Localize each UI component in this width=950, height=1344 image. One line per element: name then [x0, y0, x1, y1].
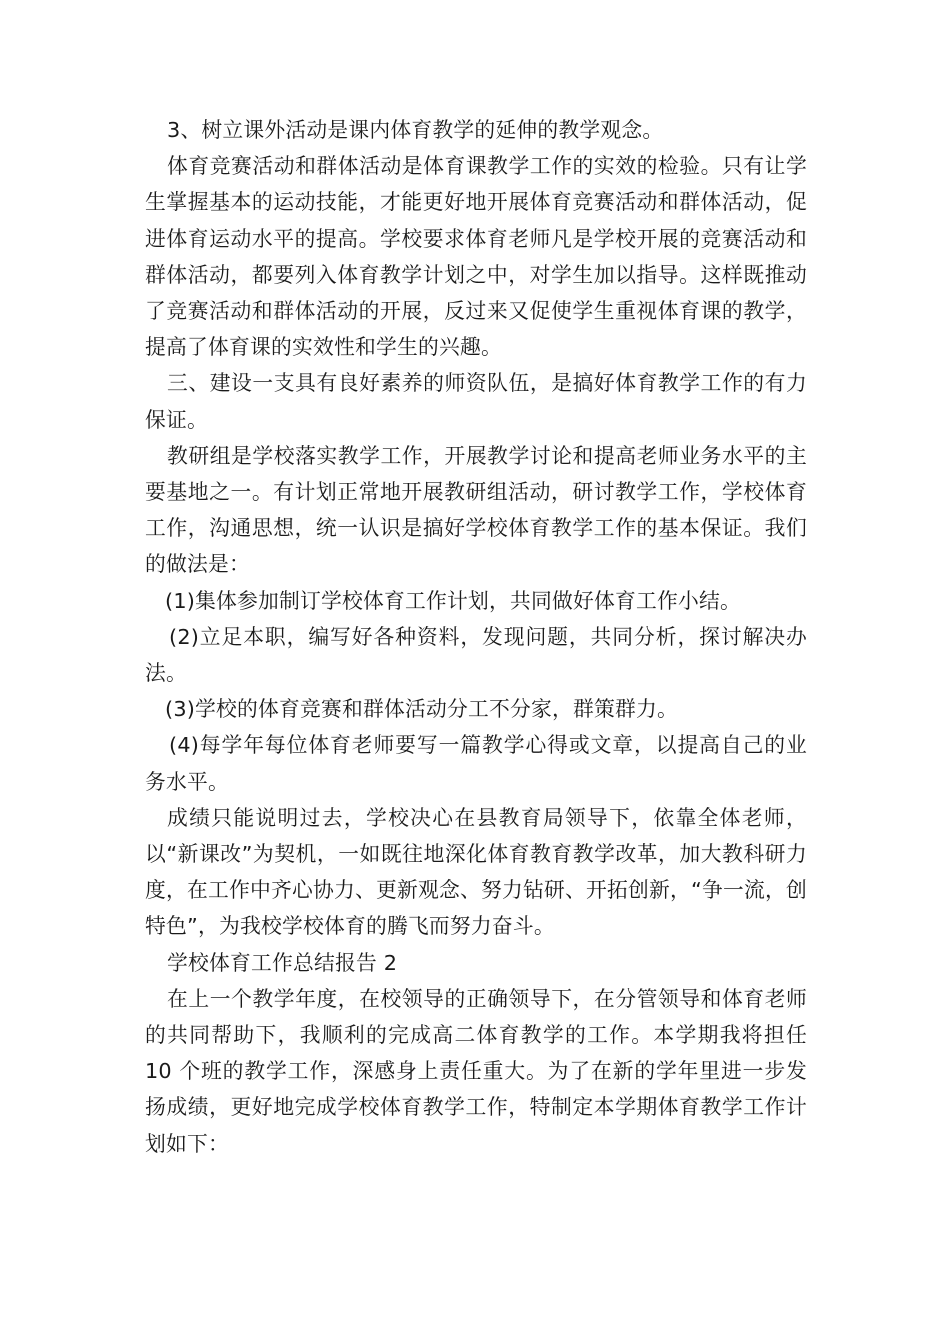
list-item-4: (4)每学年每位体育老师要写一篇教学心得或文章，以提高自己的业务水平。 [145, 733, 807, 794]
paragraph-section-three: 三、建设一支具有良好素养的师资队伍，是搞好体育教学工作的有力保证。 [145, 371, 807, 432]
report-title-2: 学校体育工作总结报告 2 [167, 950, 398, 975]
document-body [145, 112, 807, 1162]
list-item-1: (1)集体参加制订学校体育工作计划，共同做好体育工作小结。 [165, 588, 741, 613]
paragraph-report-intro: 在上一个教学年度，在校领导的正确领导下，在分管领导和体育老师的共同帮助下，我顺利的完成高二体育教学的工作。本学期我将担任 10 个班的教学工作，深感身上责任重大。为了在新的学年里进一步发扬成绩，更好地完成学校体育教学工作，特制定本学期体育教学工作计划如下： [145, 986, 807, 1156]
paragraph-competition: 体育竞赛活动和群体活动是体育课教学工作的实效的检验。只有让学生掌握基本的运动技能，才能更好地开展体育竞赛活动和群体活动，促进体育运动水平的提高。学校要求体育老师凡是学校开展的竞赛活动和群体活动，都要列入体育教学计划之中，对学生加以指导。这样既推动了竞赛活动和群体活动的开展，反过来又促使学生重视体育课的教学，提高了体育课的实效性和学生的兴趣。 [145, 154, 807, 360]
list-item-3: (3)学校的体育竞赛和群体活动分工不分家，群策群力。 [165, 697, 678, 722]
paragraph-heading-3: 3、树立课外活动是课内体育教学的延伸的教学观念。 [167, 118, 664, 142]
paragraph-teaching-group: 教研组是学校落实教学工作，开展教学讨论和提高老师业务水平的主要基地之一。有计划正常地开展教研组活动，研讨教学工作，学校体育工作，沟通思想，统一认识是搞好学校体育教学工作的基本保证。我们的做法是： [145, 443, 807, 577]
list-item-2: (2)立足本职，编写好各种资料，发现问题，共同分析，探讨解决办法。 [145, 624, 807, 686]
paragraph-conclusion: 成绩只能说明过去，学校决心在县教育局领导下，依靠全体老师，以“新课改”为契机，一如既往地深化体育教育教学改革，加大教科研力度，在工作中齐心协力、更新观念、努力钻研、开拓创新，“争一流，创特色”，为我校学校体育的腾飞而努力奋斗。 [145, 805, 807, 939]
